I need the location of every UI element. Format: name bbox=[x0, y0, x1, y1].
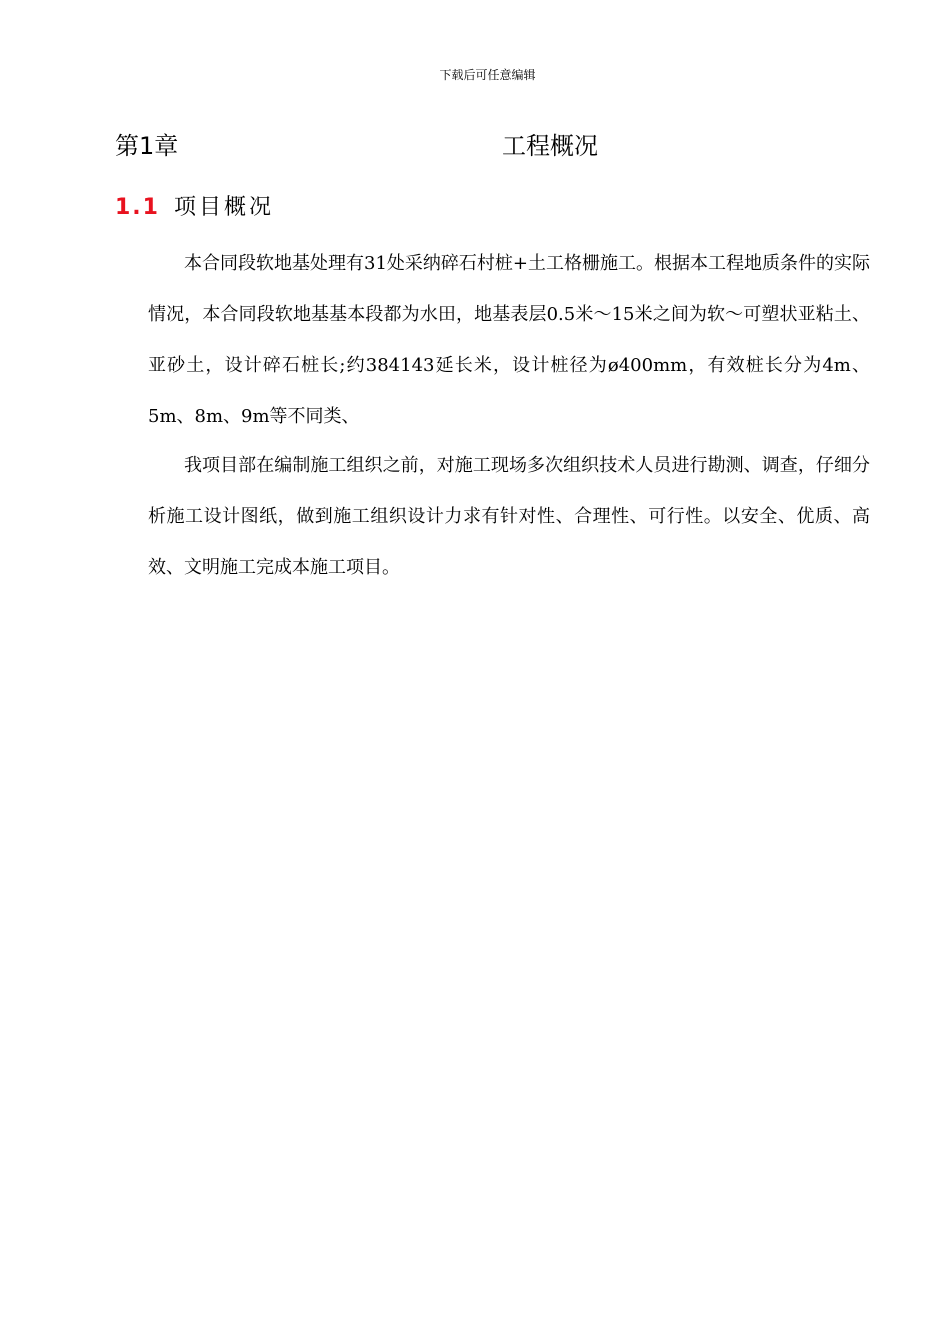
section-heading bbox=[115, 190, 274, 221]
page-header: 下载后可任意编辑 bbox=[439, 68, 536, 82]
section-number: 1.1 bbox=[115, 195, 160, 220]
chapter-number: 第1章 bbox=[115, 132, 179, 160]
body-paragraph: 我项目部在编制施工组织之前，对施工现场多次组织技术人员进行勘测、调查，仔细分析施工设计图纸，做到施工组织设计力求有针对性、合理性、可行性。以安全、优质、高效、文明施工完成本施工项目。 bbox=[148, 455, 870, 578]
body-paragraph: 本合同段软地基处理有31处采纳碎石村桩+土工格栅施工。根据本工程地质条件的实际情况，本合同段软地基基本段都为水田，地基表层0.5米～15米之间为软～可塑状亚粘土、亚砂土，设计碎石桩长;约384143延长米，设计桩径为ø400mm，有效桩长分为4m、5m、8m、9m等不同类、 bbox=[148, 253, 870, 427]
section-title: 项目概况 bbox=[173, 195, 274, 220]
chapter-title: 工程概况 bbox=[502, 132, 598, 160]
chapter-heading bbox=[115, 126, 835, 158]
